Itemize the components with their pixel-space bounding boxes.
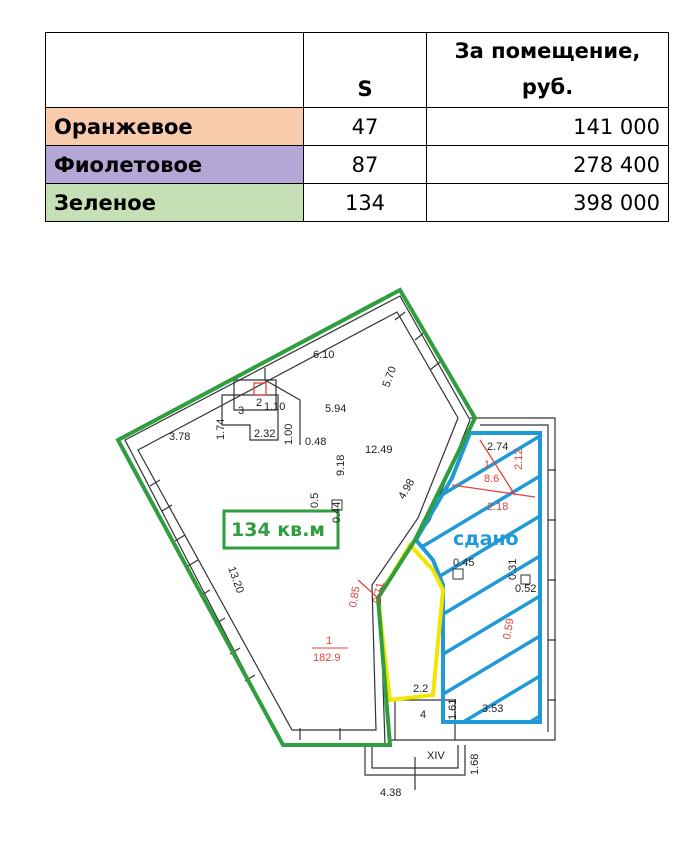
header-price-line2: руб. — [521, 75, 574, 99]
dim-label: 4.38 — [380, 787, 402, 799]
dim-label: 1.61 — [447, 698, 459, 720]
dim-label: 2.12 — [513, 448, 525, 470]
orange-area-outline — [378, 545, 443, 700]
header-price-line1: За помещение, — [454, 39, 641, 63]
row-name: Фиолетовое — [46, 146, 304, 184]
dimension-labels — [169, 349, 536, 799]
row-price: 278 400 — [427, 146, 669, 184]
dim-label: 13.20 — [225, 564, 246, 595]
dim-label: 0.52 — [515, 583, 537, 595]
row-area: 87 — [304, 146, 427, 184]
dim-label: 0.85 — [347, 585, 363, 609]
dim-label: 2.18 — [487, 501, 509, 513]
dim-label: 9.18 — [335, 454, 347, 476]
red-annotations — [254, 383, 535, 598]
dim-label: 4.98 — [396, 476, 418, 502]
corridor-label: XIV — [427, 750, 445, 762]
dim-label: 0.59 — [501, 617, 517, 641]
dim-label: 0.45 — [453, 557, 475, 569]
room-area: 182.9 — [313, 652, 341, 664]
column-mark — [453, 569, 463, 579]
dim-label: 2.32 — [254, 428, 276, 440]
dim-label: 0.48 — [305, 436, 327, 448]
dim-label: 0.5 — [309, 492, 321, 508]
dim-label: 0.44 — [331, 501, 343, 523]
dim-label: 2.74 — [487, 441, 509, 453]
green-area-label: 134 кв.м — [231, 519, 325, 541]
header-area: S — [304, 33, 427, 108]
row-price: 141 000 — [427, 108, 669, 146]
rented-label: сдано — [453, 528, 519, 550]
dim-label: 1.10 — [264, 401, 286, 413]
row-price: 398 000 — [427, 184, 669, 222]
dim-label: 5.94 — [325, 403, 347, 415]
dim-label: 6.10 — [313, 349, 335, 361]
dim-label: 1.68 — [469, 753, 481, 775]
dim-label: 5.70 — [380, 364, 400, 390]
dim-label: 1 — [484, 459, 491, 471]
dim-label: 3.53 — [482, 703, 504, 715]
dim-label: 2.2 — [413, 683, 429, 695]
dim-label: 1.00 — [283, 423, 295, 445]
dim-label: 8.6 — [484, 473, 500, 485]
dim-label: 0.31 — [507, 558, 519, 580]
row-name: Оранжевое — [46, 108, 304, 146]
rented-area-hatch — [400, 400, 600, 840]
dim-label: 12.49 — [365, 444, 393, 456]
dim-label: 3 — [238, 405, 245, 417]
dim-label: 3.78 — [169, 431, 191, 443]
dim-label: 4 — [420, 709, 427, 721]
room-number: 1 — [326, 635, 333, 647]
dim-label: 2 — [256, 397, 263, 409]
row-name: Зеленое — [46, 184, 304, 222]
dim-label: 0.71 — [371, 581, 387, 605]
dim-label: 1.74 — [215, 418, 227, 440]
row-area: 134 — [304, 184, 427, 222]
row-area: 47 — [304, 108, 427, 146]
